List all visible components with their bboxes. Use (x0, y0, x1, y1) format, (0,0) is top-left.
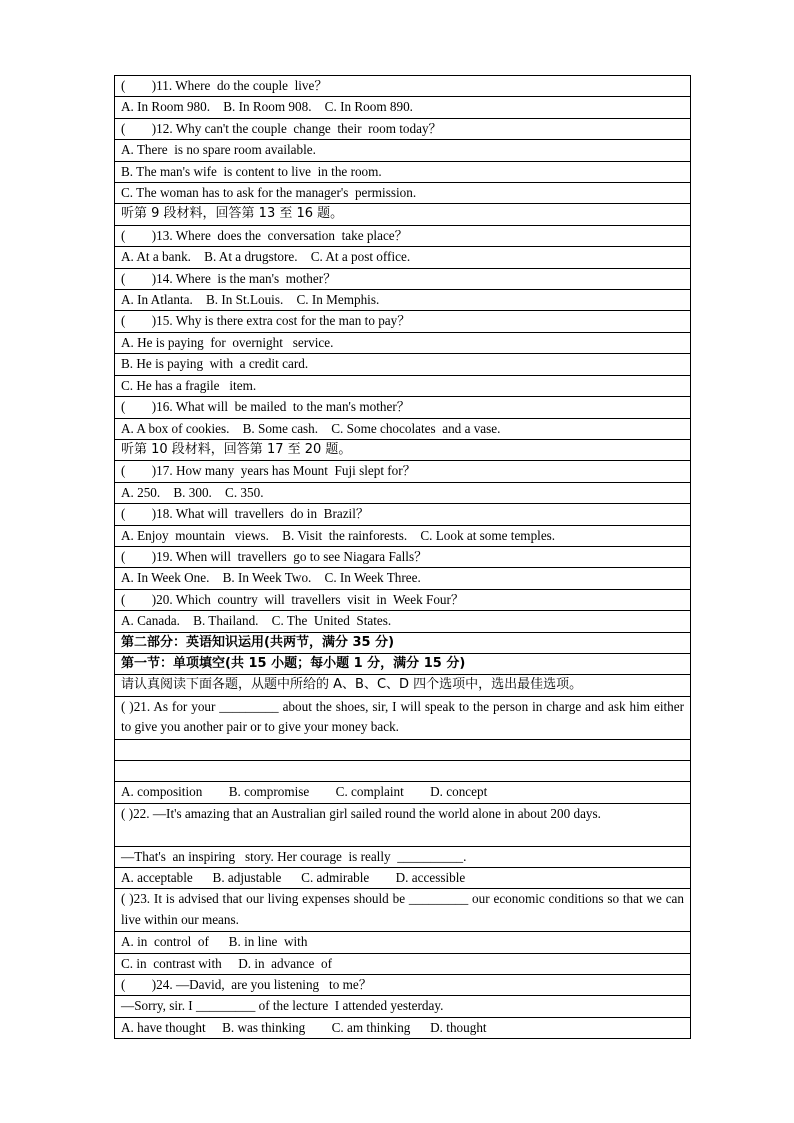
question-23: ( )23. It is advised that our living expenses should be _________ our economic conditions so that we can live within our means. (115, 889, 690, 932)
question-11: ( )11. Where do the couple live？ (115, 76, 690, 97)
question-table (114, 75, 691, 1039)
question-19: ( )19. When will travellers go to see Niagara Falls？ (115, 547, 690, 568)
section-one-heading: 第一节：单项填空(共 15 小题；每小题 1 分，满分 15 分) (115, 654, 690, 675)
options-24: A. have thought B. was thinking C. am thinking D. thought (115, 1018, 690, 1039)
question-17: ( )17. How many years has Mount Fuji slept for？ (115, 461, 690, 482)
instructions: 请认真阅读下面各题，从题中所给的 A、B、C、D 四个选项中，选出最佳选项。 (115, 675, 690, 696)
options-21: A. composition B. compromise C. complaint D. concept (115, 782, 690, 803)
question-16: ( )16. What will be mailed to the man's mother？ (115, 397, 690, 418)
options-23-cd: C. in contrast with D. in advance of (115, 954, 690, 975)
blank-row (115, 761, 690, 782)
options-11: A. In Room 980. B. In Room 908. C. In Room 890. (115, 97, 690, 118)
options-17: A. 250. B. 300. C. 350. (115, 483, 690, 504)
question-24: ( )24. —David, are you listening to me？ (115, 975, 690, 996)
options-23-ab: A. in control of B. in line with (115, 932, 690, 953)
part-two-heading: 第二部分：英语知识运用(共两节，满分 35 分) (115, 633, 690, 654)
options-16: A. A box of cookies. B. Some cash. C. Some chocolates and a vase. (115, 419, 690, 440)
option-12-a: A. There is no spare room available. (115, 140, 690, 161)
blank-row (115, 740, 690, 761)
option-12-b: B. The man's wife is content to live in the room. (115, 162, 690, 183)
question-22: ( )22. —It's amazing that an Australian girl sailed round the world alone in about 200 days. (115, 804, 690, 847)
option-15-b: B. He is paying with a credit card. (115, 354, 690, 375)
options-20: A. Canada. B. Thailand. C. The United States. (115, 611, 690, 632)
question-14: ( )14. Where is the man's mother？ (115, 269, 690, 290)
question-13: ( )13. Where does the conversation take place？ (115, 226, 690, 247)
option-12-c: C. The woman has to ask for the manager's permission. (115, 183, 690, 204)
option-15-c: C. He has a fragile item. (115, 376, 690, 397)
section-heading-10: 听第 10 段材料，回答第 17 至 20 题。 (115, 440, 690, 461)
question-12: ( )12. Why can't the couple change their room today？ (115, 119, 690, 140)
options-22: A. acceptable B. adjustable C. admirable D. accessible (115, 868, 690, 889)
option-15-a: A. He is paying for overnight service. (115, 333, 690, 354)
question-21: ( )21. As for your _________ about the shoes, sir, I will speak to the person in charge and ask him either to give you another pair or to give your money back. (115, 697, 690, 740)
question-20: ( )20. Which country will travellers visit in Week Four？ (115, 590, 690, 611)
options-13: A. At a bank. B. At a drugstore. C. At a post office. (115, 247, 690, 268)
question-24-reply: —Sorry, sir. I _________ of the lecture I attended yesterday. (115, 996, 690, 1017)
question-15: ( )15. Why is there extra cost for the man to pay？ (115, 311, 690, 332)
section-heading-9: 听第 9 段材料，回答第 13 至 16 题。 (115, 204, 690, 225)
question-22-reply: —That's an inspiring story. Her courage is really __________. (115, 847, 690, 868)
options-18: A. Enjoy mountain views. B. Visit the rainforests. C. Look at some temples. (115, 526, 690, 547)
question-18: ( )18. What will travellers do in Brazil？ (115, 504, 690, 525)
options-19: A. In Week One. B. In Week Two. C. In Week Three. (115, 568, 690, 589)
options-14: A. In Atlanta. B. In St.Louis. C. In Memphis. (115, 290, 690, 311)
